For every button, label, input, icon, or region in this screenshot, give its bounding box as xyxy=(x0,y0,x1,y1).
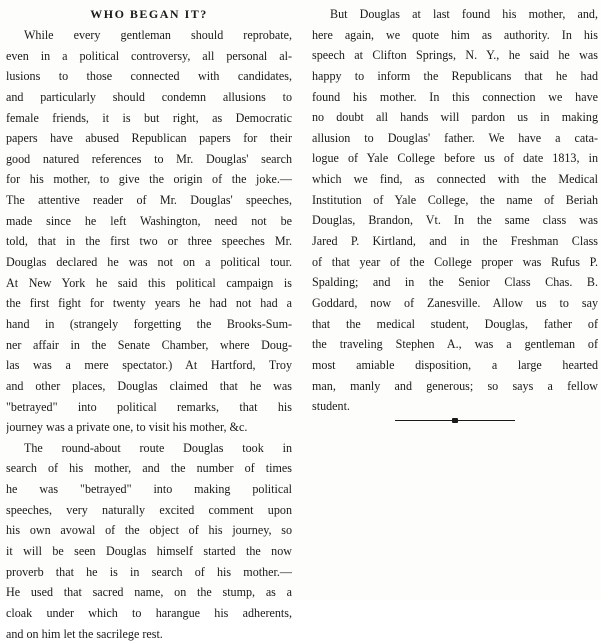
left-column-text-line: told, that in the first two or three speeches Mr. xyxy=(6,234,292,249)
right-column-text-line: Spalding; and in the Senior Class Chas. B. xyxy=(312,275,598,290)
right-column-text-line: the traveling Stephen A., was a gentleman of xyxy=(312,337,598,352)
left-column-text-line: The attentive reader of Mr. Douglas' speeches, xyxy=(6,193,292,208)
left-column-text-line: female friends, it is but right, as Democratic xyxy=(6,110,292,125)
right-column-text-line: man, manly and generous; so says a fellow xyxy=(312,378,598,393)
left-column-text-line: ner affair in the Senate Chamber, where Doug- xyxy=(6,337,292,352)
left-column-text-line: journey was a private one, to visit his mother, &c. xyxy=(6,420,248,435)
left-column-text-line: and other places, Douglas claimed that he was xyxy=(6,378,292,393)
left-column-text-line: it will be seen Douglas himself started the now xyxy=(6,544,292,559)
right-column xyxy=(312,4,598,421)
right-column-text-line: happy to inform the Republicans that he had xyxy=(312,68,598,83)
left-column-text-line: las was a mere spectator.) At Hartford, Troy xyxy=(6,358,292,373)
left-column-text-line: At New York he said this political campaign is xyxy=(6,275,292,290)
left-column-text-line: proverb that he is in search of his mother.— xyxy=(6,564,292,579)
left-column-text-line: Douglas declared he was not on a political tour. xyxy=(6,255,292,270)
right-column-text-line: most amiable disposition, a large hearted xyxy=(312,357,598,372)
article-headline: WHO BEGAN IT? xyxy=(90,7,208,21)
left-column-text-line: he was "betrayed" into making political xyxy=(6,482,292,497)
right-column-text-line: of that year of the College proper was Rufus P. xyxy=(312,254,598,269)
left-column-text-line: and particularly should condemn allusions to xyxy=(6,89,292,104)
right-column-text-line: Jared P. Kirtland, and in the Freshman Class xyxy=(312,234,598,249)
right-column-text-line: allusion to Douglas' father. We have a cata- xyxy=(312,130,598,145)
right-column-text-line: student. xyxy=(312,399,350,414)
right-column-text-line: here again, we quote him as authority. In his xyxy=(312,27,598,42)
right-column-text-line: speech at Clifton Springs, N. Y., he said he was xyxy=(312,48,598,63)
left-column-text-line: hand in (strangely forgetting the Brooks-Sum- xyxy=(6,316,292,331)
left-column-text-line: good natured references to Mr. Douglas' search xyxy=(6,151,292,166)
left-column-text-line: search of his mother, and the number of times xyxy=(6,461,292,476)
right-column-text-line: Douglas, Brandon, Vt. In the same class was xyxy=(312,213,598,228)
left-column-text-line: While every gentleman should reprobate, xyxy=(24,28,292,42)
left-column-text-line: "betrayed" into political remarks, that his xyxy=(6,399,292,414)
right-column-text-line: logue of Yale College before us of date 1813, in xyxy=(312,151,598,166)
left-column-text-line: made since he left Washington, need not be xyxy=(6,213,292,228)
left-column-text-line: speeches, very naturally excited comment upon xyxy=(6,502,292,517)
left-column-text-line: lusions to those connected with candidates, xyxy=(6,69,292,84)
end-rule-ornament xyxy=(395,420,515,421)
left-column-text xyxy=(6,25,292,644)
right-column-text-line: But Douglas at last found his mother, and, xyxy=(330,7,598,21)
left-column-text-line: He used that sacred name, on the stump, as a xyxy=(6,585,292,600)
right-column-text-line: Goddard, now of Zanesville. Allow us to say xyxy=(312,295,598,310)
left-column-text-line: the first fight for twenty years he had not had a xyxy=(6,296,292,311)
right-column-text-line: which we find, as connected with the Medical xyxy=(312,172,598,187)
left-column-text-line: even in a political controversy, all personal al- xyxy=(6,48,292,63)
right-column-text-line: no doubt all hands will pardon us in making xyxy=(312,110,598,125)
right-column-text-line: Institution of Yale College, the name of Beriah xyxy=(312,192,598,207)
left-column xyxy=(6,4,292,644)
left-column-text-line: for his mother, to give the origin of the joke.— xyxy=(6,172,292,187)
right-column-text-line: that the medical student, Douglas, father of xyxy=(312,316,598,331)
left-column-text-line: and on him let the sacrilege rest. xyxy=(6,626,163,641)
right-column-text xyxy=(312,4,598,417)
left-column-text-line: his own avowal of the object of his journey, so xyxy=(6,523,292,538)
left-column-text-line: papers have abused Republican papers for their xyxy=(6,131,292,146)
right-column-text-line: found his mother. In this connection we have xyxy=(312,89,598,104)
left-column-text-line: cloak under which to harangue his adherents, xyxy=(6,605,292,620)
left-column-text-line: The round-about route Douglas took in xyxy=(24,440,292,455)
